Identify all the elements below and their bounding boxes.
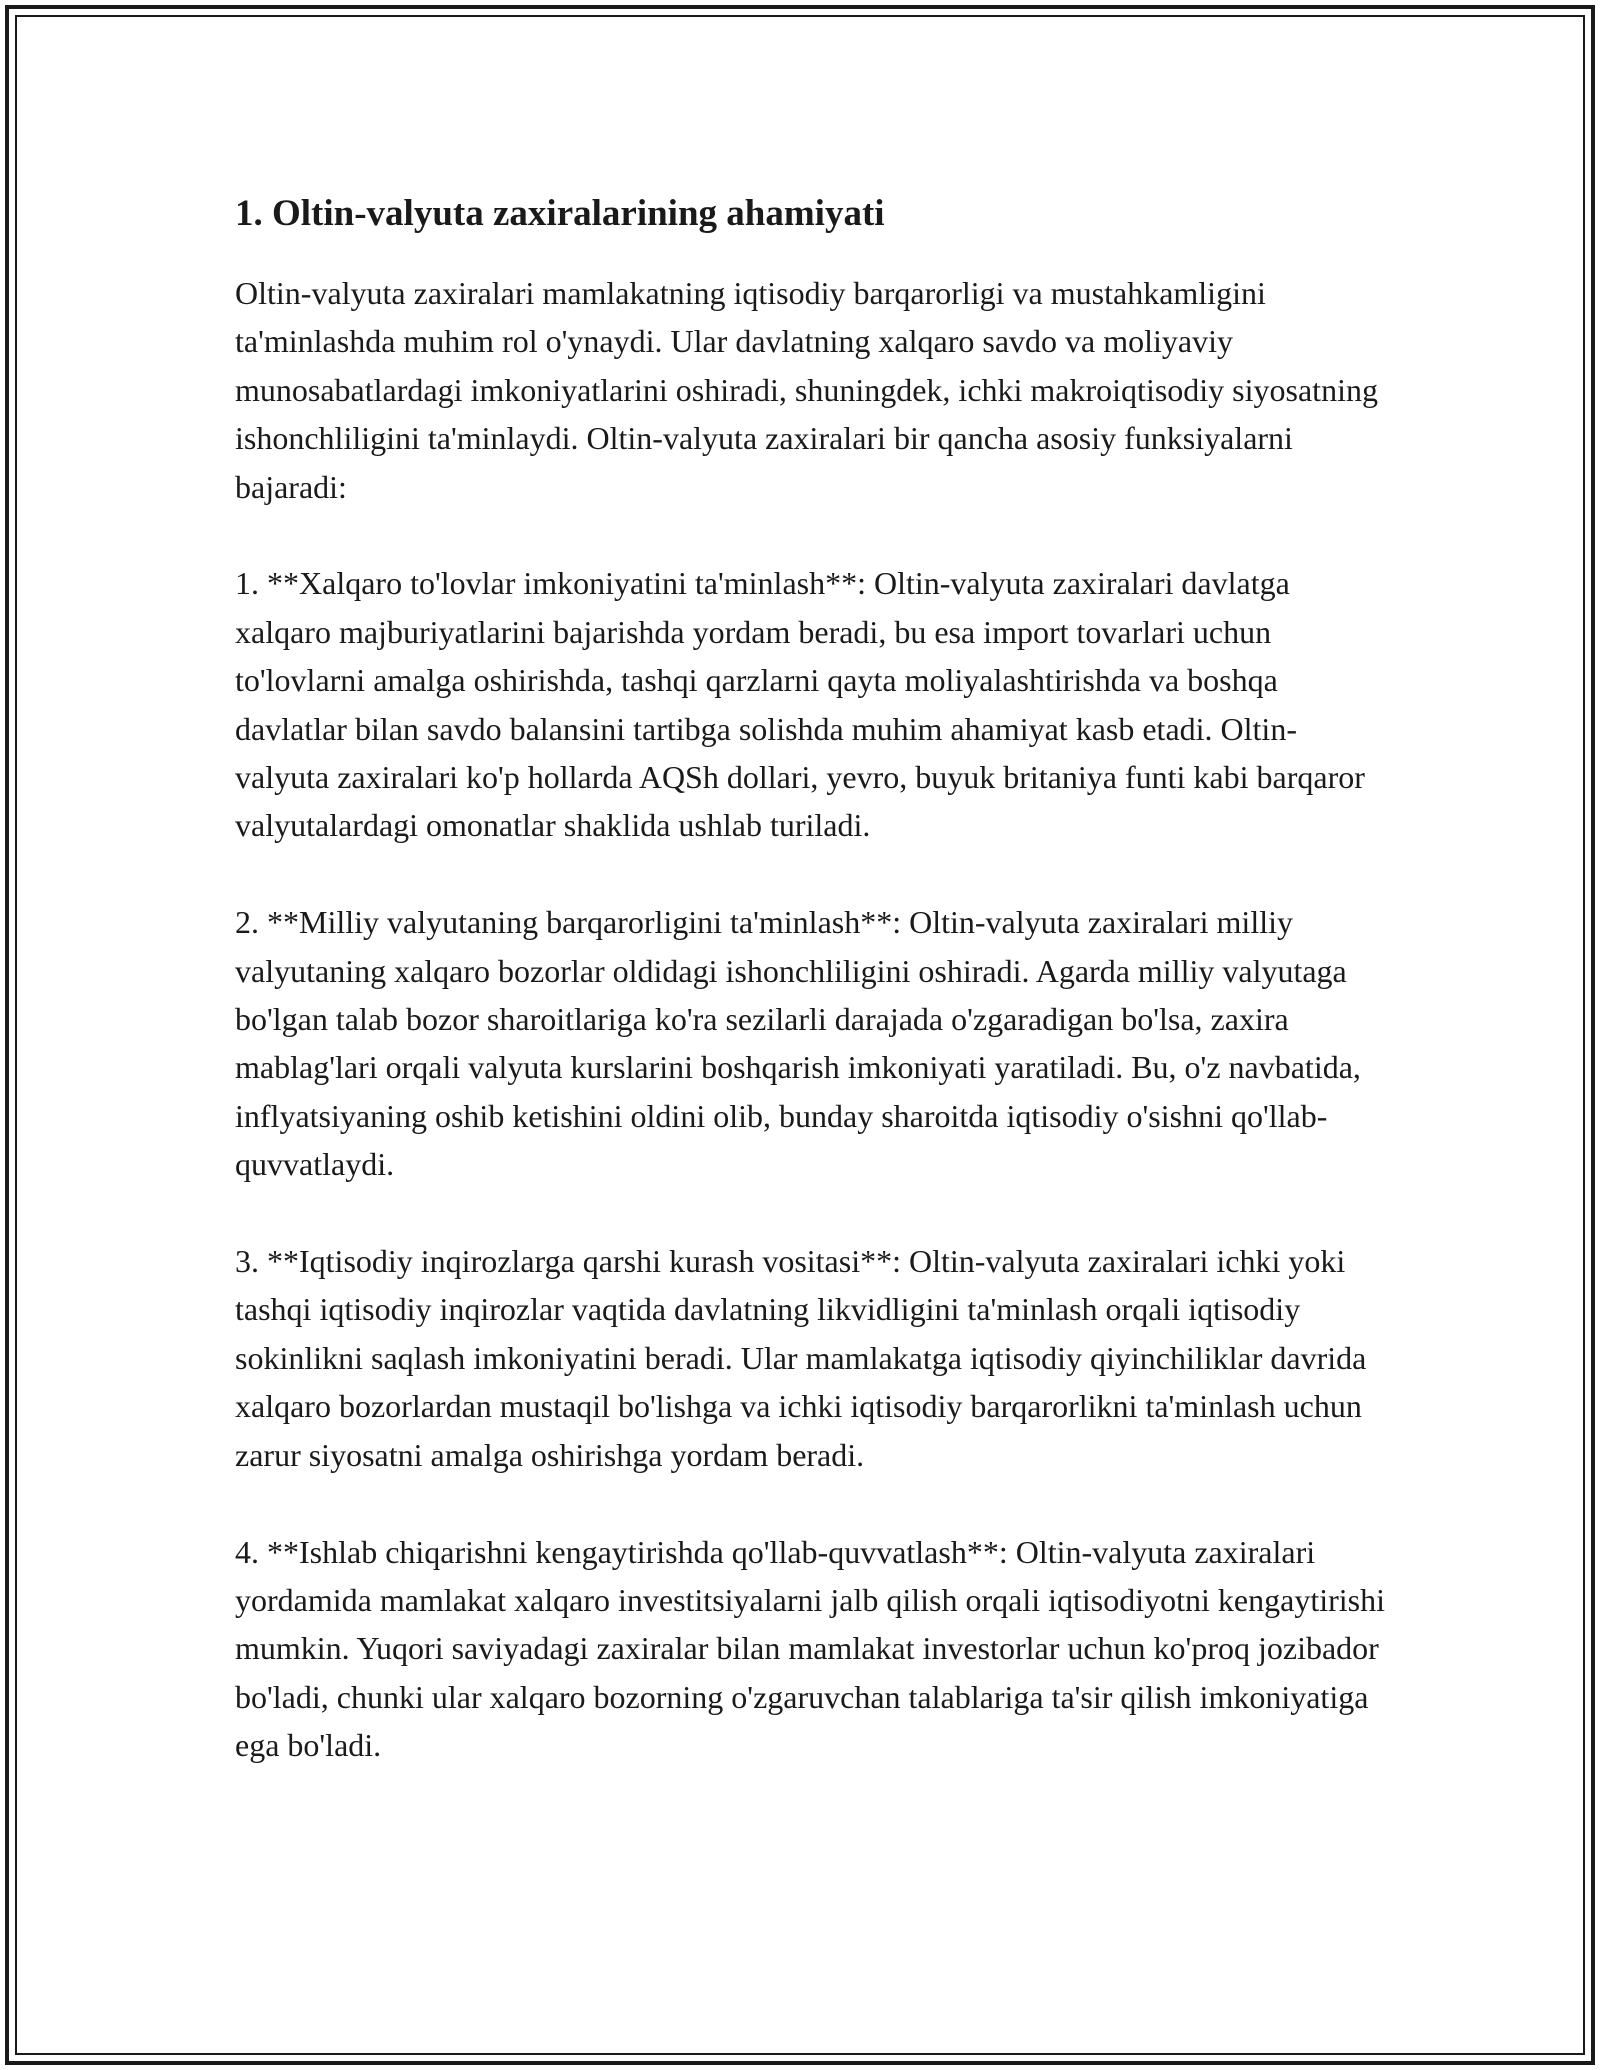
document-body — [235, 185, 1385, 1770]
list-item-paragraph-1: 1. **Xalqaro to'lovlar imkoniyatini ta'minlash**: Oltin-valyuta zaxiralari davlatga xalqaro majburiyatlarini bajarishda yordam beradi, bu esa import tovarlari uchun to'lovlarni amalga oshirishda, tashqi qarzlarni qayta moliyalashtirishda va boshqa davlatlar bilan savdo balansini tartibga solishda muhim ahamiyat kasb etadi. Oltin-valyuta zaxiralari ko'p hollarda AQSh dollari, yevro, buyuk britaniya funti kabi barqaror valyutalardagi omonatlar shaklida ushlab turiladi. — [235, 565, 1365, 844]
list-item-paragraph-4: 4. **Ishlab chiqarishni kengaytirishda qo'llab-quvvatlash**: Oltin-valyuta zaxiralari yordamida mamlakat xalqaro investitsiyalarni jalb qilish orqali iqtisodiyotni kengaytirishi mumkin. Yuqori saviyadagi zaxiralar bilan mamlakat investorlar uchun ko'proq jozibador bo'ladi, chunki ular xalqaro bozorning o'zgaruvchan talablariga ta'sir qilish imkoniyatiga ega bo'ladi. — [235, 1533, 1385, 1764]
list-item-paragraph-3: 3. **Iqtisodiy inqirozlarga qarshi kurash vositasi**: Oltin-valyuta zaxiralari ichki yoki tashqi iqtisodiy inqirozlar vaqtida davlatning likvidligini ta'minlash orqali iqtisodiy sokinlikni saqlash imkoniyatini beradi. Ular mamlakatga iqtisodiy qiyinchiliklar davrida xalqaro bozorlardan mustaqil bo'lishga va ichki iqtisodiy barqarorlikni ta'minlash uchun zarur siyosatni amalga oshirishga yordam beradi. — [235, 1243, 1367, 1473]
intro-paragraph: Oltin-valyuta zaxiralari mamlakatning iqtisodiy barqarorligi va mustahkamligini ta'minlashda muhim rol o'ynaydi. Ular davlatning xalqaro savdo va moliyaviy munosabatlardagi imkoniyatlarini oshiradi, shuningdek, ichki makroiqtisodiy siyosatning ishonchliligini ta'minlaydi. Oltin-valyuta zaxiralari bir qancha asosiy funksiyalarni bajaradi: — [235, 275, 1378, 505]
list-item-paragraph-2: 2. **Milliy valyutaning barqarorligini ta'minlash**: Oltin-valyuta zaxiralari milliy valyutaning xalqaro bozorlar oldidagi ishonchliligini oshiradi. Agarda milliy valyutaga bo'lgan talab bozor sharoitlariga ko'ra sezilarli darajada o'zgaradigan bo'lsa, zaxira mablag'lari orqali valyuta kurslarini boshqarish imkoniyati yaratiladi. Bu, o'z navbatida, inflyatsiyaning oshib ketishini oldini olib, bunday sharoitda iqtisodiy o'sishni qo'llab-quvvatlaydi. — [235, 904, 1361, 1183]
section-heading: 1. Oltin-valyuta zaxiralarining ahamiyati — [235, 193, 885, 234]
